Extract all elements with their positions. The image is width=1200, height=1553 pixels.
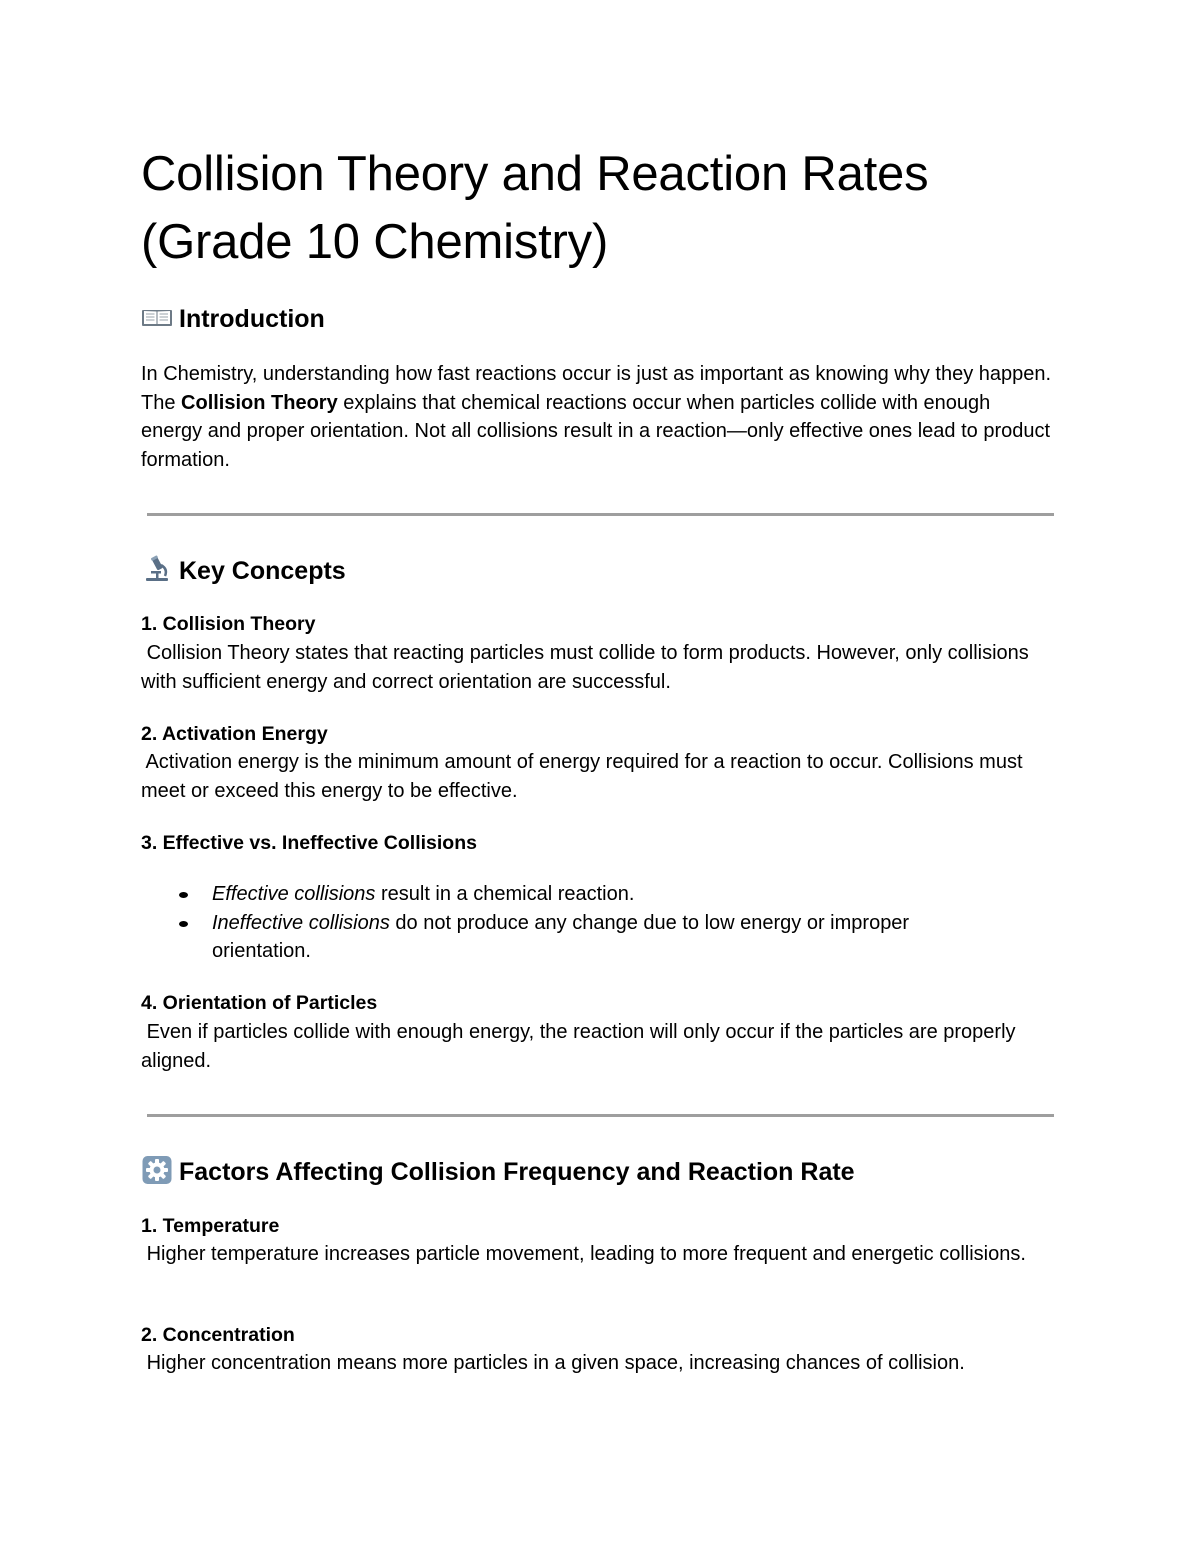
factor-description (141, 1240, 1056, 1269)
concept-description (141, 639, 1056, 696)
bullet-icon (179, 921, 188, 927)
key-concepts-heading (141, 554, 346, 588)
concept-title: 4. Orientation of Particles (141, 992, 378, 1014)
factor-description (141, 1349, 1056, 1378)
page-title: Collision Theory and Reaction Rates (Grade 10 Chemistry) (141, 147, 929, 269)
collision-types-list (141, 880, 1056, 966)
concept-description (141, 1018, 1056, 1075)
section-divider (147, 513, 1054, 516)
list-item (141, 880, 992, 909)
introduction-heading (141, 302, 325, 336)
factors-heading (141, 1155, 855, 1189)
factor-text: Higher temperature increases particle movement, leading to more frequent and energetic collisions. (146, 1243, 1026, 1265)
intro-bold-term: Collision Theory (181, 391, 338, 414)
intro-text-1: In Chemistry, understanding how fast reactions occur is just as important as knowing why they happen. The (141, 363, 1052, 414)
microscope-icon (141, 555, 173, 583)
factor-title: 2. Concentration (141, 1324, 295, 1346)
factor-text: Higher concentration means more particles in a given space, increasing chances of collision. (146, 1352, 965, 1374)
concept-title: 1. Collision Theory (141, 613, 316, 635)
section-divider (147, 1114, 1054, 1117)
list-item (141, 909, 992, 966)
concept-text: Activation energy is the minimum amount of energy required for a reaction to occur. Collisions must meet or exceed this energy to be effective. (141, 751, 1023, 802)
list-item-term: Effective collisions (212, 883, 376, 905)
factor-title: 1. Temperature (141, 1215, 280, 1237)
bullet-icon (179, 892, 188, 898)
concept-title: 2. Activation Energy (141, 723, 328, 745)
key-concepts-heading-label: Key Concepts (179, 557, 346, 585)
list-item-text: result in a chemical reaction. (375, 883, 635, 905)
open-book-icon (141, 303, 173, 331)
list-item-text: do not produce any change due to low energy or improper orientation. (212, 911, 910, 962)
concept-title: 3. Effective vs. Ineffective Collisions (141, 832, 477, 854)
concept-description (141, 748, 1056, 805)
list-item-term: Ineffective collisions (212, 911, 390, 934)
introduction-paragraph (141, 360, 1056, 474)
intro-text-2: explains that chemical reactions occur when particles collide with enough energy and proper orientation. Not all collisions result in a reaction—only effective ones lead to product formation. (141, 391, 1051, 471)
introduction-heading-label: Introduction (179, 305, 325, 333)
gear-icon (141, 1156, 173, 1184)
concept-text: Collision Theory states that reacting particles must collide to form products. However, only collisions with sufficient energy and correct orientation are successful. (141, 642, 1029, 693)
factors-heading-label: Factors Affecting Collision Frequency and Reaction Rate (179, 1158, 855, 1186)
concept-text: Even if particles collide with enough energy, the reaction will only occur if the particles are properly aligned. (141, 1021, 1016, 1072)
